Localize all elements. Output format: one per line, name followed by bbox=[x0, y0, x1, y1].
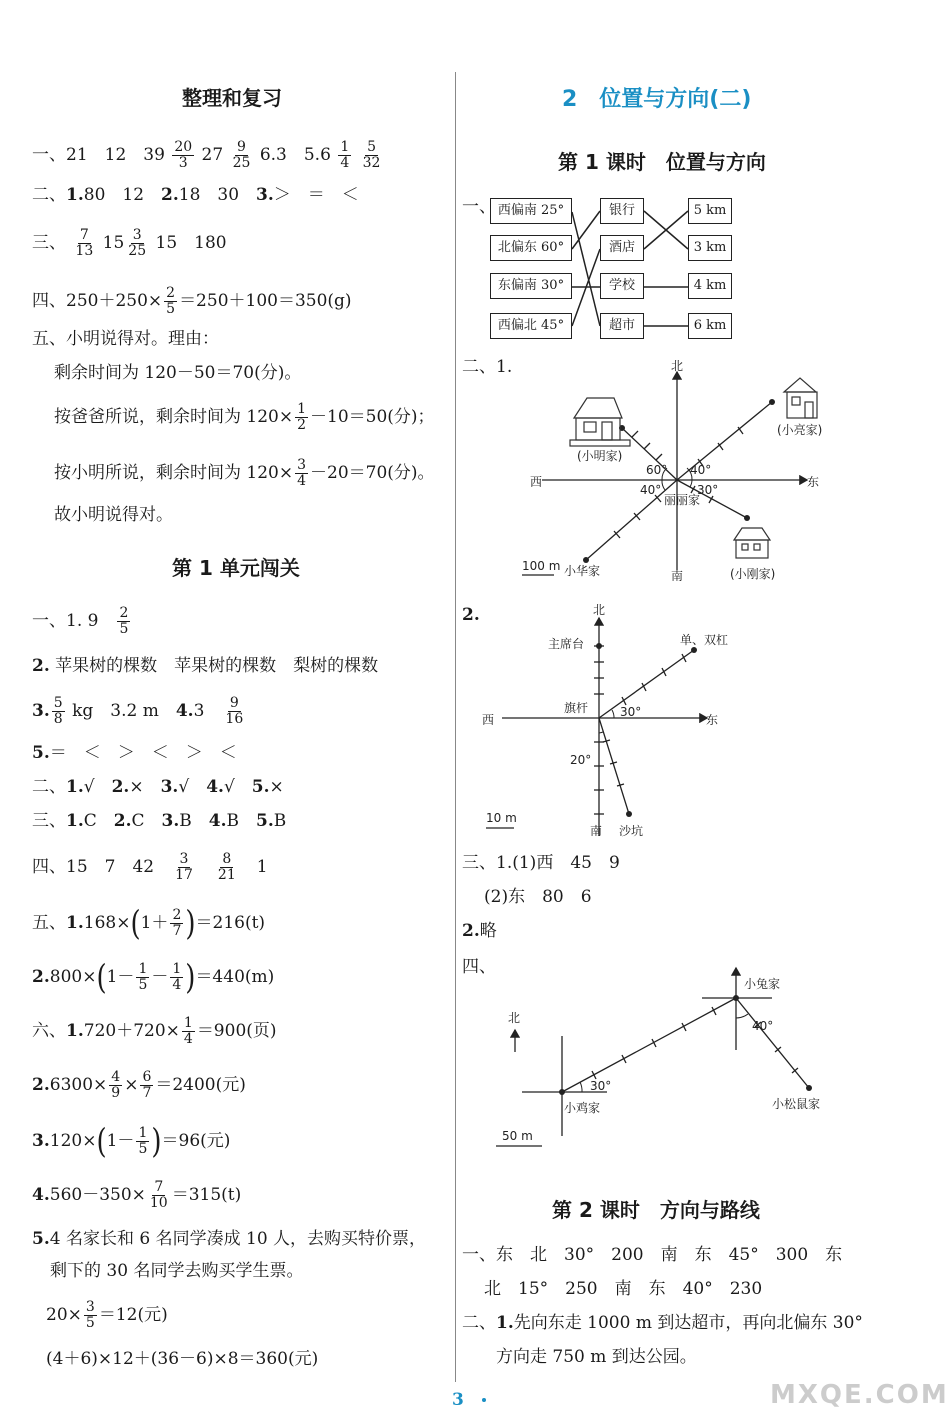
answer-line: 2.6300× $\frac{4}{9}$ × $\frac{6}{7}$ ＝2400(元) bbox=[32, 1069, 246, 1101]
west-label: 西 bbox=[530, 475, 543, 489]
house-icon bbox=[570, 398, 630, 446]
angle-label: 30° bbox=[697, 483, 719, 497]
answer-line: 按小明所说，剩余时间为 120× $\frac{3}{4}$ －20＝70(分)。 bbox=[54, 457, 435, 489]
answer-line: 剩余时间为 120－50＝70(分)。 bbox=[54, 363, 302, 383]
south-label: 南 bbox=[590, 824, 603, 838]
section-title: 第 1 单元闯关 bbox=[172, 556, 300, 580]
rabbit-label: 小兔家 bbox=[744, 977, 781, 991]
page-number: 3 bbox=[452, 1390, 464, 1410]
angle-label: 40° bbox=[752, 1019, 774, 1033]
scale-label: 10 m bbox=[486, 811, 517, 825]
answer-line: 五、1.168×(1＋ $\frac{2}{7}$ )＝216(t) bbox=[32, 904, 266, 943]
distance-box: 4 km bbox=[688, 273, 732, 299]
column-divider bbox=[455, 72, 456, 1382]
squirrel-label: 小松鼠家 bbox=[772, 1097, 821, 1111]
answer-line: 5.4 名家长和 6 名同学凑成 10 人，去购买特价票， bbox=[32, 1229, 427, 1249]
answer-line: 北 15° 250 南 东 40° 230 bbox=[484, 1279, 763, 1299]
west-label: 西 bbox=[482, 713, 495, 727]
center-label: 旗杆 bbox=[564, 701, 589, 715]
answer-line: 四、15 7 42 $\frac{3}{17}$ $\frac{8}{21}$ 1 bbox=[32, 851, 268, 883]
house-icon bbox=[734, 528, 770, 558]
east-label: 东 bbox=[706, 713, 719, 727]
north-label: 北 bbox=[593, 603, 606, 617]
question-label: 2. bbox=[462, 605, 480, 625]
answer-line: 方向走 750 m 到达公园。 bbox=[496, 1347, 697, 1367]
route-diagram bbox=[472, 960, 872, 1160]
answer-line: 剩下的 30 名同学去购买学生票。 bbox=[50, 1261, 304, 1281]
answer-line: 3. $\frac{5}{8}$ kg 3.2 m 4.3 $\frac{9}{16}$ bbox=[32, 695, 244, 727]
bars-label: 单、双杠 bbox=[680, 633, 729, 647]
south-label: 南 bbox=[671, 569, 684, 583]
sandpit-label: 沙坑 bbox=[619, 824, 644, 838]
answer-line: 二、1.80 12 2.18 30 3.＞ ＝ ＜ bbox=[32, 185, 359, 205]
direction-box: 西偏南 25° bbox=[490, 198, 572, 224]
answer-line: 4.560－350× $\frac{7}{10}$ ＝315(t) bbox=[32, 1179, 242, 1211]
answer-line: 三、1.C 2.C 3.B 4.B 5.B bbox=[32, 811, 287, 831]
scale-label: 50 m bbox=[502, 1129, 533, 1143]
answer-line: 故小明说得对。 bbox=[54, 505, 173, 525]
chapter-title: 2 位置与方向(二) bbox=[562, 87, 752, 112]
answer-line: 六、1.720＋720× $\frac{1}{4}$ ＝900(页) bbox=[32, 1015, 277, 1047]
direction-diagram-2 bbox=[472, 596, 772, 846]
answer-line: 2.800×(1－ $\frac{1}{5}$ － $\frac{1}{4}$ )＝440(m) bbox=[32, 958, 275, 997]
lesson-title: 第 2 课时 方向与路线 bbox=[552, 1198, 760, 1222]
angle-label: 40° bbox=[640, 483, 662, 497]
distance-box: 3 km bbox=[688, 235, 732, 261]
angle-label: 30° bbox=[620, 705, 642, 719]
page-dot bbox=[482, 1398, 486, 1402]
answer-line: 三、1.(1)西 45 9 bbox=[462, 853, 620, 873]
distance-box: 6 km bbox=[688, 313, 732, 339]
answer-line: 按爸爸所说，剩余时间为 120× $\frac{1}{2}$ －10＝50(分)； bbox=[54, 401, 435, 433]
center-label: 丽丽家 bbox=[664, 493, 701, 507]
question-label: 二、1. bbox=[462, 357, 513, 377]
direction-diagram-1 bbox=[522, 360, 902, 590]
question-label: 四、 bbox=[462, 957, 496, 977]
answer-line: 二、1.先向东走 1000 m 到达超市，再向北偏东 30° bbox=[462, 1313, 863, 1333]
lesson-title: 第 1 课时 位置与方向 bbox=[558, 150, 766, 174]
answer-line: (4＋6)×12＋(36－6)×8＝360(元) bbox=[46, 1349, 319, 1369]
platform-label: 主席台 bbox=[548, 637, 585, 651]
place-box: 学校 bbox=[600, 273, 644, 299]
east-label: 东 bbox=[807, 475, 820, 489]
answer-line: (2)东 80 6 bbox=[484, 887, 592, 907]
house-icon bbox=[784, 378, 817, 418]
direction-box: 东偏南 30° bbox=[490, 273, 572, 299]
north-label: 北 bbox=[508, 1011, 521, 1025]
angle-label: 40° bbox=[690, 463, 712, 477]
answer-line: 5.＝ ＜ ＞ ＜ ＞ ＜ bbox=[32, 743, 237, 763]
xiaohua-label: 小华家 bbox=[564, 564, 601, 578]
xiaogang-label: (小刚家) bbox=[730, 567, 776, 581]
answer-line: 三、 $\frac{7}{13}$ 15 $\frac{3}{25}$ 15 180 bbox=[32, 227, 227, 259]
angle-label: 30° bbox=[590, 1079, 612, 1093]
place-box: 超市 bbox=[600, 313, 644, 339]
answer-line: 一、21 12 39 $\frac{20}{3}$ 27 $\frac{9}{25}$ 6.3 5.6 $\frac{1}{4}$ $\frac{5}{32}$ bbox=[32, 139, 381, 171]
answer-line: 二、1.√ 2.× 3.√ 4.√ 5.× bbox=[32, 777, 284, 797]
place-box: 银行 bbox=[600, 198, 644, 224]
xiaoliang-label: (小亮家) bbox=[777, 423, 823, 437]
watermark: MXQE.COM bbox=[770, 1380, 949, 1410]
matching-lines bbox=[462, 0, 762, 360]
north-label: 北 bbox=[671, 359, 684, 373]
distance-box: 5 km bbox=[688, 198, 732, 224]
question-label: 一、 bbox=[462, 197, 496, 217]
direction-box: 北偏东 60° bbox=[490, 235, 572, 261]
chick-label: 小鸡家 bbox=[564, 1101, 601, 1115]
answer-line: 2.略 bbox=[462, 921, 497, 941]
answer-line: 一、东 北 30° 200 南 东 45° 300 东 bbox=[462, 1245, 843, 1265]
answer-line: 3.120×(1－ $\frac{1}{5}$ )＝96(元) bbox=[32, 1122, 231, 1161]
place-box: 酒店 bbox=[600, 235, 644, 261]
answer-line: 2. 苹果树的棵数 苹果树的棵数 梨树的棵数 bbox=[32, 656, 379, 676]
answer-line: 一、1. 9 $\frac{2}{5}$ bbox=[32, 605, 129, 637]
angle-label: 20° bbox=[570, 753, 592, 767]
xiaoming-label: (小明家) bbox=[577, 449, 623, 463]
answer-line: 20× $\frac{3}{5}$ ＝12(元) bbox=[46, 1299, 168, 1331]
direction-box: 西偏北 45° bbox=[490, 313, 572, 339]
angle-label: 60° bbox=[646, 463, 668, 477]
answer-line: 五、小明说得对。理由： bbox=[32, 329, 219, 349]
section-title: 整理和复习 bbox=[182, 86, 282, 110]
answer-line: 四、250＋250× $\frac{2}{5}$ ＝250＋100＝350(g) bbox=[32, 285, 352, 317]
scale-label: 100 m bbox=[522, 559, 561, 573]
